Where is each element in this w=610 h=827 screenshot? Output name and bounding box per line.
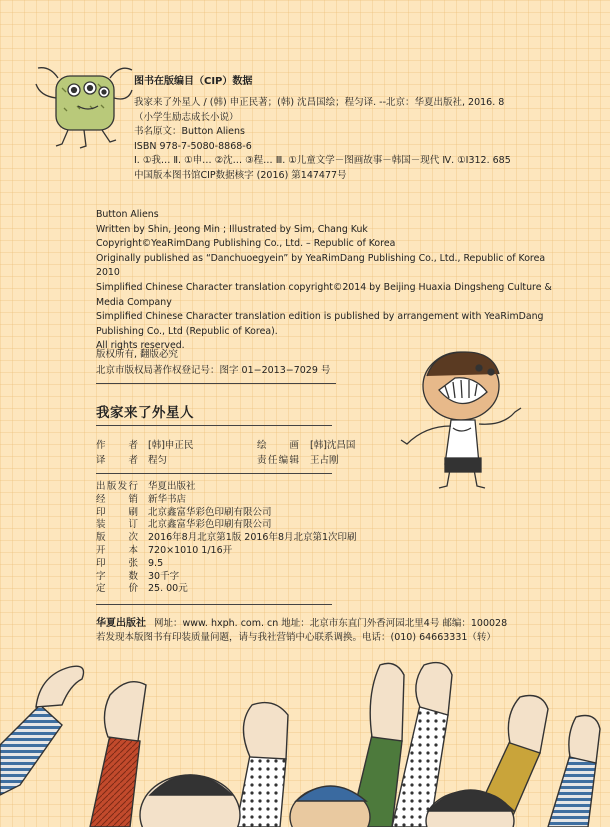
credit-key: 作者 <box>96 440 138 451</box>
table-row <box>96 481 196 494</box>
divider <box>96 604 332 605</box>
credit-value: 程匀 <box>148 454 168 466</box>
table-row <box>96 532 357 545</box>
pub-key: 装订 <box>96 519 138 531</box>
pub-value: 2016年8月北京第1版 2016年8月北京第1次印刷 <box>148 532 357 544</box>
publication-table <box>96 481 357 596</box>
rights-block <box>96 348 330 380</box>
cip-line: ISBN 978-7-5080-8868-6 <box>134 140 252 152</box>
pub-value: 北京鑫富华彩色印刷有限公司 <box>148 519 272 531</box>
divider <box>96 473 332 474</box>
pub-key: 经销 <box>96 493 138 505</box>
pub-key: 开本 <box>96 544 138 556</box>
credit-value: [韩]申正民 <box>148 440 194 451</box>
credit-value: [韩]沈昌国 <box>310 440 356 451</box>
cip-line: 中国版本图书馆CIP数据核字 (2016) 第147477号 <box>134 169 347 181</box>
divider <box>96 425 332 426</box>
table-row <box>96 519 272 532</box>
table-row <box>96 544 233 558</box>
alien-illustration <box>28 58 140 158</box>
quality-notice: 若发现本版图书有印装质量问题，请与我社营销中心联系调换。电话：(010) 64663331（转） <box>96 632 496 643</box>
table-row <box>96 570 180 584</box>
credit-value: 王占刚 <box>310 454 339 466</box>
credit-row <box>96 454 339 469</box>
english-line: All rights reserved. <box>96 340 185 352</box>
pub-value: 北京鑫富华彩色印刷有限公司 <box>148 506 272 518</box>
pub-value: 华夏出版社 <box>148 481 196 492</box>
english-copyright-block <box>96 208 566 354</box>
pub-key: 版次 <box>96 532 138 544</box>
cip-block <box>134 96 511 184</box>
english-line: Copyright©YeaRimDang Publishing Co., Ltd. – Republic of Korea <box>96 238 396 250</box>
pub-value: 25. 00元 <box>148 583 188 595</box>
credit-key: 绘画 <box>257 440 299 451</box>
credit-key: 责任编辑 <box>257 454 299 466</box>
cip-line: 我家来了外星人 / (韩) 申正民著；(韩) 沈昌国绘；程匀译. --北京：华夏出版社, 2016. 8 <box>134 97 505 108</box>
pub-value: 新华书店 <box>148 493 187 505</box>
table-row <box>96 506 272 520</box>
credit-row <box>96 439 356 454</box>
english-line: Written by Shin, Jeong Min ; Illustrated by Sim, Chang Kuk <box>96 223 368 235</box>
publisher-contact: 网址：www. hxph. com. cn 地址：北京市东直门外香河园北里4号 邮编：100028 <box>154 618 508 629</box>
table-row <box>96 583 188 596</box>
boy-illustration <box>395 346 535 496</box>
pub-key: 印张 <box>96 557 138 569</box>
pub-key: 字数 <box>96 570 138 582</box>
english-line: Originally published as “Danchuoegyein” by YeaRimDang Publishing Co., Ltd., Republic of Korea 2010 <box>96 252 546 279</box>
cip-heading: 图书在版编目（CIP）数据 <box>134 76 253 87</box>
english-line: Simplified Chinese Character translation copyright©2014 by Beijing Huaxia Dingsheng Culture & Media Company <box>96 281 552 308</box>
pub-key: 出版发行 <box>96 481 138 492</box>
cip-line: Ⅰ. ①我… Ⅱ. ①申… ②沈… ③程… Ⅲ. ①儿童文学－图画故事－韩国－现代 Ⅳ. ①I312. 685 <box>134 155 511 167</box>
publisher-name: 华夏出版社 <box>96 618 146 629</box>
english-line: Simplified Chinese Character translation edition is published by arrangement with YeaRimDang Publishing Co., Ltd (Republic of Korea). <box>96 311 544 337</box>
english-line: Button Aliens <box>96 209 159 220</box>
divider <box>96 383 336 384</box>
credits-block <box>96 439 356 468</box>
table-row <box>96 493 187 507</box>
rights-line: 版权所有, 翻版必究 <box>96 349 179 360</box>
credit-key: 译者 <box>96 454 138 466</box>
rights-line: 北京市版权局著作权登记号：图字 01−2013−7029 号 <box>96 365 331 376</box>
pub-key: 印刷 <box>96 506 138 518</box>
cip-line: 书名原文：Button Aliens <box>134 126 245 138</box>
publisher-info <box>96 614 507 629</box>
crowd-illustration <box>0 645 610 827</box>
pub-value: 9.5 <box>148 557 164 569</box>
cip-line: （小学生励志成长小说） <box>134 111 239 123</box>
book-title: 我家来了外星人 <box>96 405 194 421</box>
pub-key: 定价 <box>96 583 138 595</box>
pub-value: 30千字 <box>148 570 180 582</box>
table-row <box>96 557 164 571</box>
pub-value: 720×1010 1/16开 <box>148 544 233 556</box>
